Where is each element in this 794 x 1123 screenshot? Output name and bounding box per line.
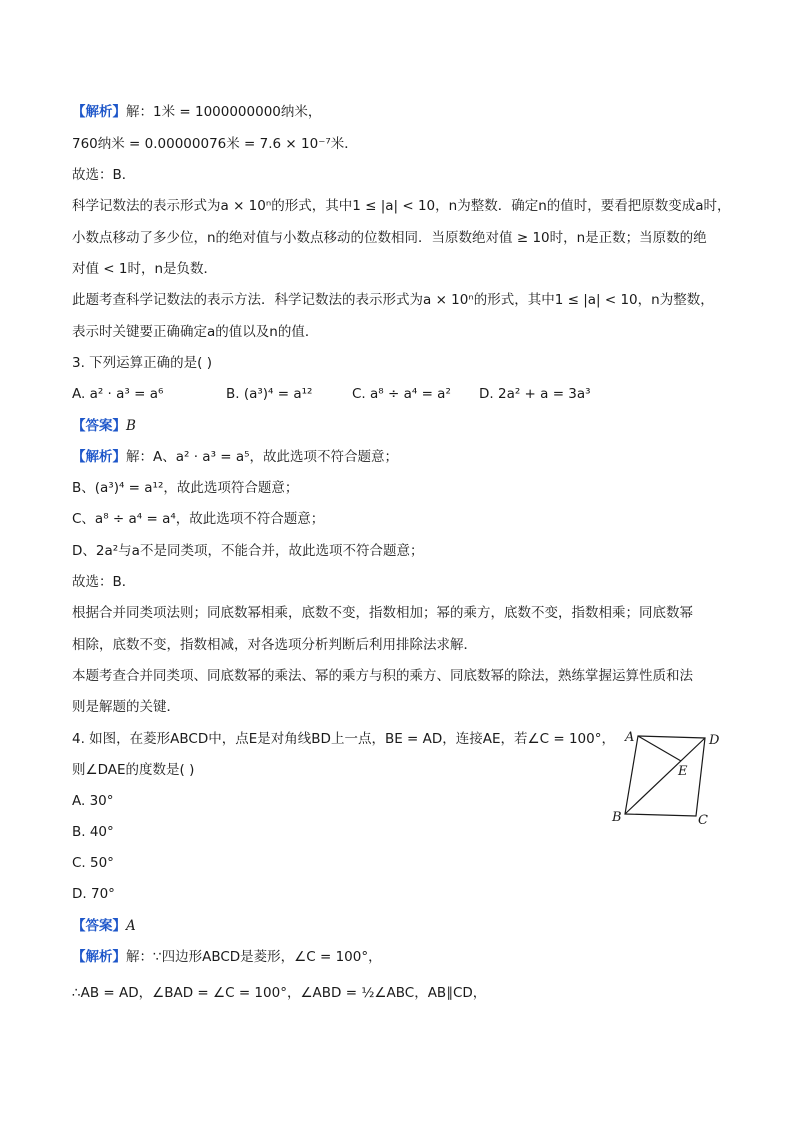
- q3-stem: 3. 下列运算正确的是( ): [72, 355, 212, 371]
- q3-analysis-line-2: B、(a³)⁴ = a¹²，故此选项符合题意；: [72, 480, 299, 496]
- q3-option-c: C. a⁸ ÷ a⁴ = a²: [352, 386, 451, 402]
- label-d: D: [709, 733, 720, 748]
- q4-analysis-text-1: 解：∵四边形ABCD是菱形，∠C = 100°，: [126, 949, 382, 965]
- answer-tag: 【答案】: [72, 918, 126, 934]
- q4-answer-value: A: [126, 918, 136, 934]
- q4-option-c: C. 50°: [72, 855, 114, 871]
- analysis-tag: 【解析】: [72, 949, 126, 965]
- q4-answer-line: [72, 916, 136, 936]
- q3-analysis-line-7: 相除，底数不变，指数相减，对各选项分析判断后利用排除法求解．: [72, 637, 477, 653]
- q3-analysis-line-6: 根据合并同类项法则；同底数幂相乘，底数不变，指数相加；幂的乘方，底数不变，指数相乘；同底数幂: [72, 605, 693, 621]
- q4-stem-line-1: 4. 如图，在菱形ABCD中，点E是对角线BD上一点，BE = AD，连接AE，若∠C = 100°，: [72, 731, 615, 747]
- q4-option-a: A. 30°: [72, 793, 114, 809]
- q4-option-d: D. 70°: [72, 886, 115, 902]
- q2-analysis-line-1: [72, 102, 321, 122]
- q2-analysis-line-4: 科学记数法的表示形式为a × 10ⁿ的形式，其中1 ≤ |a| < 10，n为整数．确定n的值时，要看把原数变成a时，: [72, 198, 731, 214]
- q3-option-b: B. (a³)⁴ = a¹²: [226, 386, 313, 402]
- label-e: E: [678, 764, 688, 779]
- q3-answer-value: B: [126, 418, 136, 434]
- q3-analysis-line-8: 本题考查合并同类项、同底数幂的乘法、幂的乘方与积的乘方、同底数幂的除法，熟练掌握运算性质和法: [72, 668, 693, 684]
- q4-option-b: B. 40°: [72, 824, 114, 840]
- q4-stem-line-2: 则∠DAE的度数是( ): [72, 762, 195, 778]
- label-b: B: [612, 810, 622, 825]
- segment-ae: [638, 736, 681, 761]
- analysis-tag: 【解析】: [72, 449, 126, 465]
- q2-analysis-line-6: 对值 < 1时，n是负数．: [72, 261, 218, 277]
- q3-analysis-text-1: 解：A、a² · a³ = a⁵，故此选项不符合题意；: [126, 449, 399, 465]
- q3-analysis-line-5: 故选：B．: [72, 574, 136, 590]
- q2-analysis-line-7: 此题考查科学记数法的表示方法．科学记数法的表示形式为a × 10ⁿ的形式，其中1 ≤ |a| < 10，n为整数，: [72, 292, 714, 308]
- rhombus-figure: [608, 724, 738, 834]
- q3-option-d: D. 2a² + a = 3a³: [479, 386, 591, 402]
- q2-analysis-line-8: 表示时关键要正确确定a的值以及n的值．: [72, 324, 319, 340]
- q2-analysis-text-1: 解：1米 = 1000000000纳米，: [126, 104, 322, 120]
- q3-analysis-line-9: 则是解题的关键．: [72, 699, 180, 715]
- answer-tag: 【答案】: [72, 418, 126, 434]
- q3-analysis-line-3: C、a⁸ ÷ a⁴ = a⁴，故此选项不符合题意；: [72, 511, 325, 527]
- q3-option-a: A. a² · a³ = a⁶: [72, 386, 164, 402]
- q4-analysis-line-2: ∴AB = AD，∠BAD = ∠C = 100°，∠ABD = ½∠ABC，AB∥CD，: [72, 985, 487, 1001]
- diagonal-bd: [625, 738, 705, 814]
- q3-analysis-line-1: [72, 447, 398, 467]
- label-c: C: [698, 813, 708, 828]
- q2-analysis-line-5: 小数点移动了多少位，n的绝对值与小数点移动的位数相同．当原数绝对值 ≥ 10时，n是正数；当原数的绝: [72, 230, 707, 246]
- q2-analysis-line-2: 760纳米 = 0.00000076米 = 7.6 × 10⁻⁷米．: [72, 136, 358, 152]
- label-a: A: [625, 730, 635, 745]
- q3-analysis-line-4: D、2a²与a不是同类项，不能合并，故此选项不符合题意；: [72, 543, 424, 559]
- analysis-tag: 【解析】: [72, 104, 126, 120]
- q4-analysis-line-1: [72, 947, 382, 967]
- q3-answer-line: [72, 416, 136, 436]
- q2-analysis-line-3: 故选：B．: [72, 167, 136, 183]
